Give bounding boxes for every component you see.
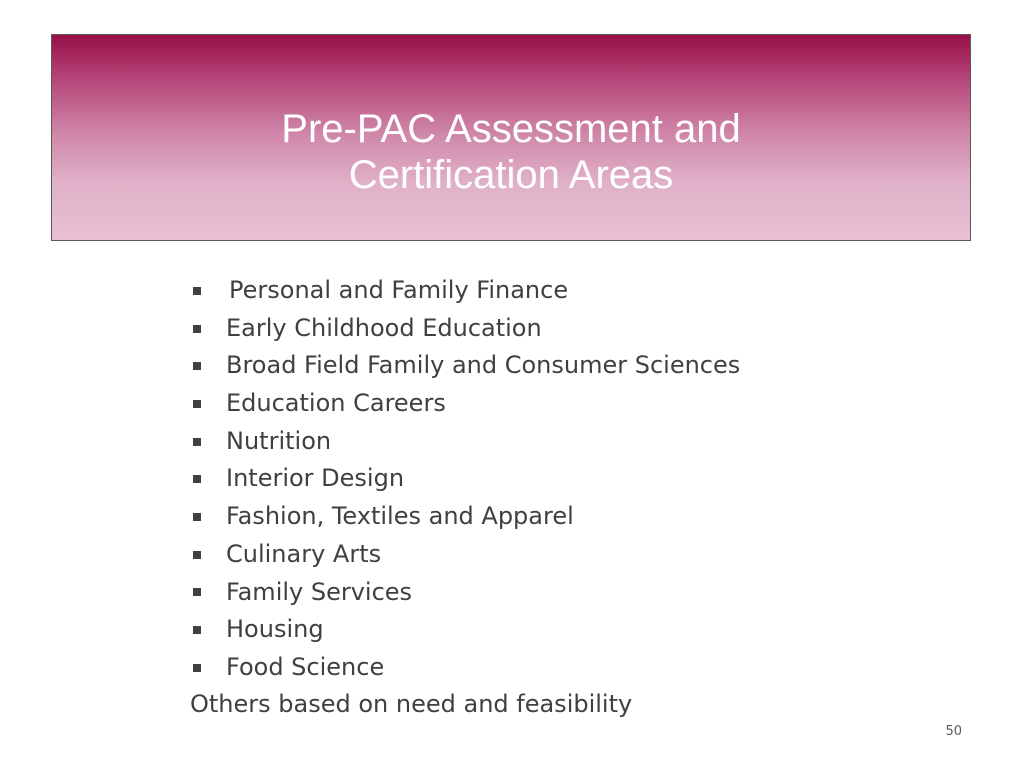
square-bullet-icon (193, 362, 201, 370)
list-item (190, 423, 740, 461)
slide-title (281, 106, 740, 198)
list-item (190, 385, 740, 423)
list-item (190, 611, 740, 649)
slide-title-line-1: Pre-PAC Assessment and (281, 106, 741, 151)
list-item (190, 310, 740, 348)
list-item-label: Education Careers (226, 389, 446, 418)
list-item (190, 347, 740, 385)
list-item-label: Food Science (226, 652, 385, 681)
list-item-label: Nutrition (226, 426, 332, 455)
list-item (190, 460, 740, 498)
list-item-label: Personal and Family Finance (229, 276, 569, 304)
square-bullet-icon (193, 626, 201, 634)
list-item-label: Broad Field Family and Consumer Sciences (226, 351, 741, 380)
square-bullet-icon (193, 287, 201, 295)
square-bullet-icon (193, 475, 201, 483)
list-item-label: Housing (226, 615, 324, 644)
list-item-label: Fashion, Textiles and Apparel (226, 502, 574, 531)
square-bullet-icon (193, 664, 201, 672)
list-item-label: Culinary Arts (226, 539, 382, 568)
square-bullet-icon (193, 438, 201, 446)
slide-title-line-2: Certification Areas (348, 152, 674, 197)
square-bullet-icon (193, 513, 201, 521)
square-bullet-icon (193, 400, 201, 408)
square-bullet-icon (193, 588, 201, 596)
list-item (190, 574, 740, 612)
square-bullet-icon (193, 325, 201, 333)
list-item-label: Interior Design (226, 464, 405, 493)
list-item (190, 649, 740, 687)
page-number: 50 (945, 724, 962, 739)
list-item (190, 536, 740, 574)
list-item (190, 498, 740, 536)
list-item-label: Early Childhood Education (226, 313, 542, 342)
list-item (190, 272, 740, 310)
list-item-label: Family Services (226, 577, 413, 606)
footer-note: Others based on need and feasibility (190, 690, 633, 718)
title-banner (51, 34, 971, 241)
certification-area-list (190, 272, 740, 687)
square-bullet-icon (193, 551, 201, 559)
